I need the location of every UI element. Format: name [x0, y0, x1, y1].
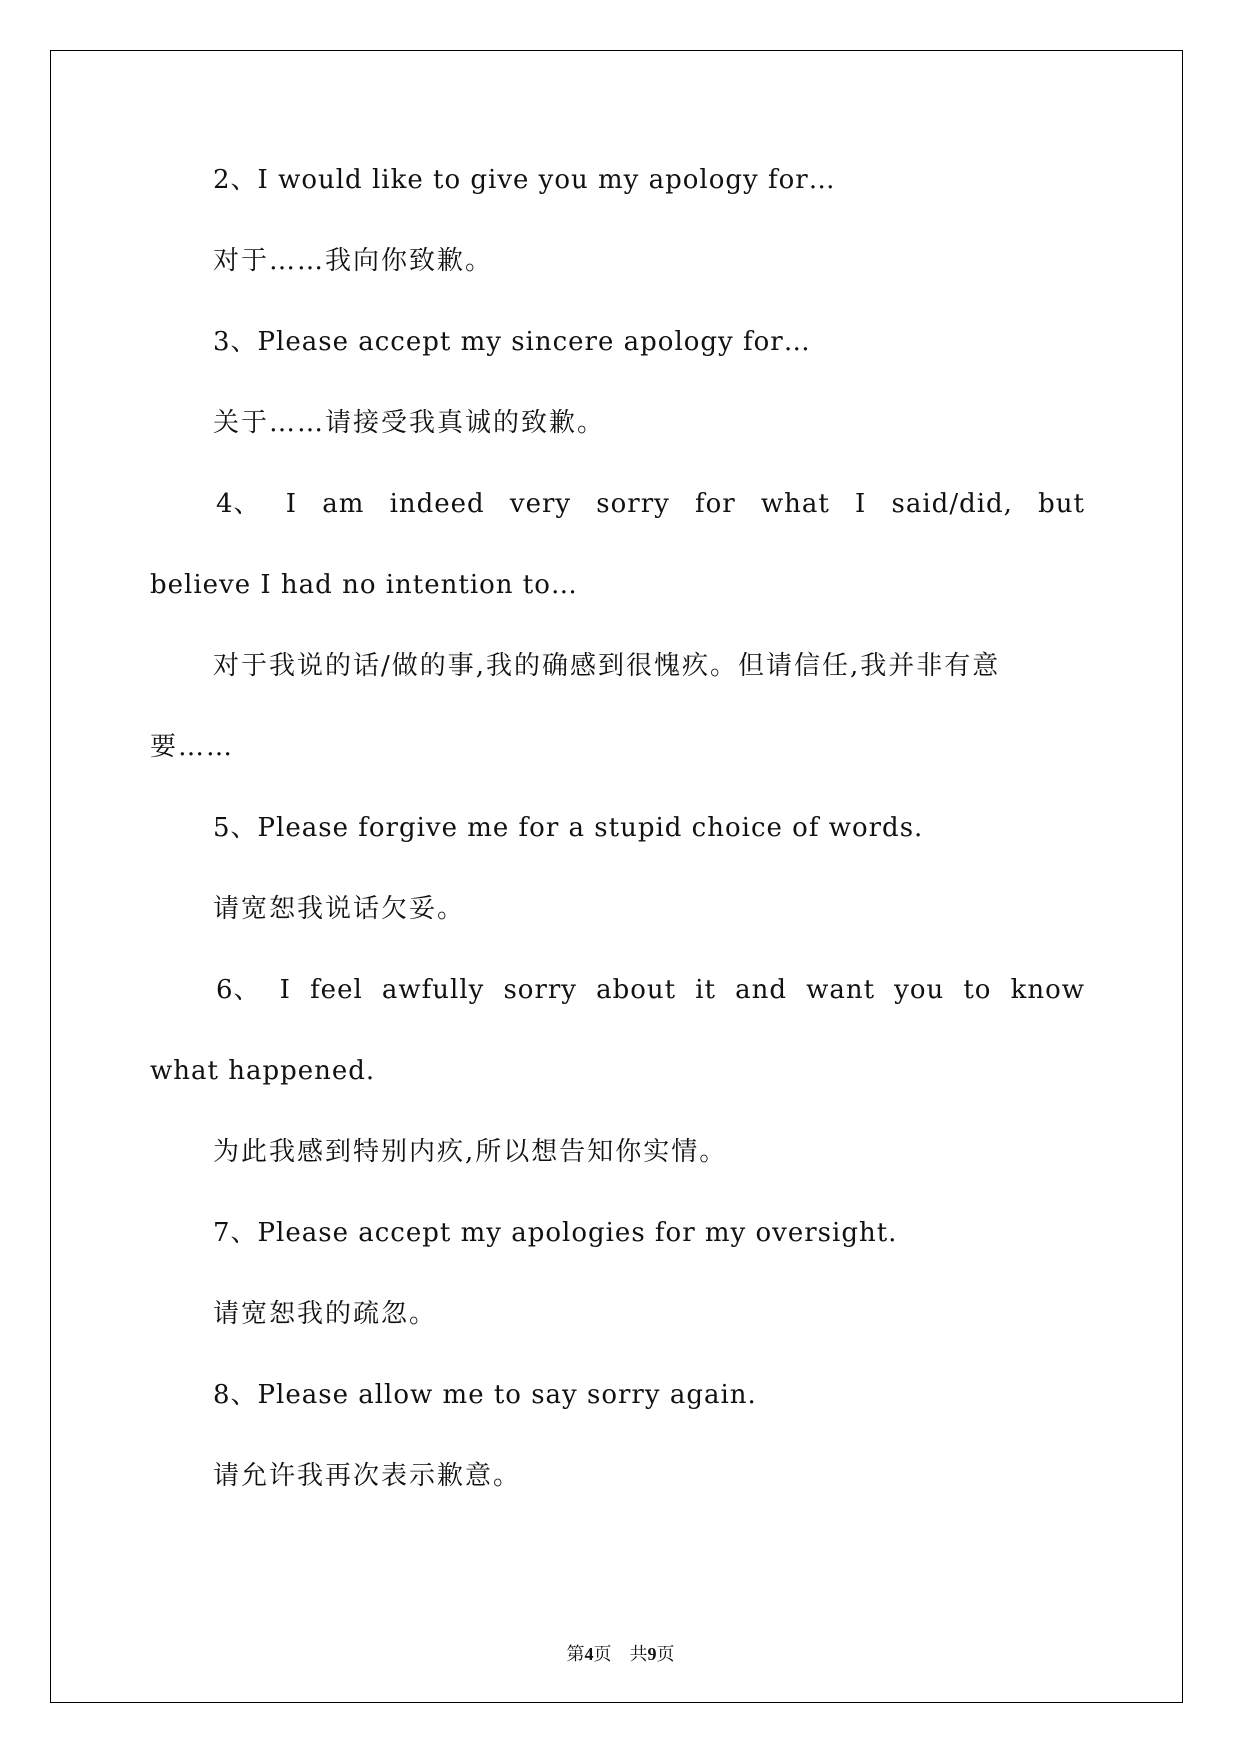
page-footer [0, 1640, 1241, 1666]
footer-mid: 页 共 [593, 1644, 648, 1665]
word: you [894, 975, 945, 1005]
paragraph-en-3: 3、Please accept my sincere apology for… [213, 327, 811, 357]
word: awfully [381, 975, 485, 1005]
word: sorry [596, 489, 670, 519]
word: about [596, 975, 677, 1005]
paragraph-en-8: 8、Please allow me to say sorry again. [213, 1380, 757, 1410]
paragraph-cn-4-line2: 要…… [150, 732, 235, 762]
footer-suffix: 页 [656, 1644, 675, 1665]
word: to [963, 975, 992, 1005]
paragraph-en-2: 2、I would like to give you my apology for… [213, 165, 836, 195]
word: am [322, 489, 365, 519]
current-page-number: 4 [584, 1644, 594, 1664]
paragraph-en-5: 5、Please forgive me for a stupid choice of words. [213, 813, 924, 843]
word: want [806, 975, 876, 1005]
word: sorry [503, 975, 577, 1005]
paragraph-cn-2: 对于……我向你致歉。 [213, 246, 494, 276]
word: for [695, 489, 736, 519]
paragraph-cn-5: 请宽恕我说话欠妥。 [213, 894, 466, 924]
word: I [855, 489, 867, 519]
word: 6 [216, 975, 234, 1005]
paragraph-en-4-line1 [150, 484, 1085, 524]
word: indeed [389, 489, 485, 519]
paragraph-cn-3: 关于……请接受我真诚的致歉。 [213, 408, 606, 438]
footer-prefix: 第 [566, 1644, 585, 1665]
word: I [279, 975, 291, 1005]
paragraph-cn-8: 请允许我再次表示歉意。 [213, 1461, 522, 1491]
word: said/did, [891, 489, 1013, 519]
paragraph-en-6-line1 [150, 970, 1085, 1010]
word: know [1010, 975, 1085, 1005]
paragraph-cn-6: 为此我感到特别内疚,所以想告知你实情。 [213, 1137, 728, 1167]
word: and [735, 975, 787, 1005]
paragraph-en-4-line2: believe I had no intention to… [150, 570, 578, 600]
word: it [695, 975, 716, 1005]
paragraph-cn-4-line1: 对于我说的话/做的事,我的确感到很愧疚。但请信任,我并非有意 [213, 651, 1001, 681]
total-pages-number: 9 [647, 1644, 657, 1664]
document-body [150, 160, 1085, 1496]
word: what [760, 489, 830, 519]
word: I [285, 489, 298, 519]
paragraph-cn-7: 请宽恕我的疏忽。 [213, 1299, 438, 1329]
paragraph-en-6-line2: what happened. [150, 1056, 376, 1086]
word: 、 [233, 975, 261, 1005]
word: but [1038, 489, 1085, 519]
word: 4 [216, 489, 234, 519]
paragraph-en-7: 7、Please accept my apologies for my oversight. [213, 1218, 898, 1248]
word: 、 [233, 489, 261, 519]
word: very [509, 489, 572, 519]
word: feel [310, 975, 363, 1005]
